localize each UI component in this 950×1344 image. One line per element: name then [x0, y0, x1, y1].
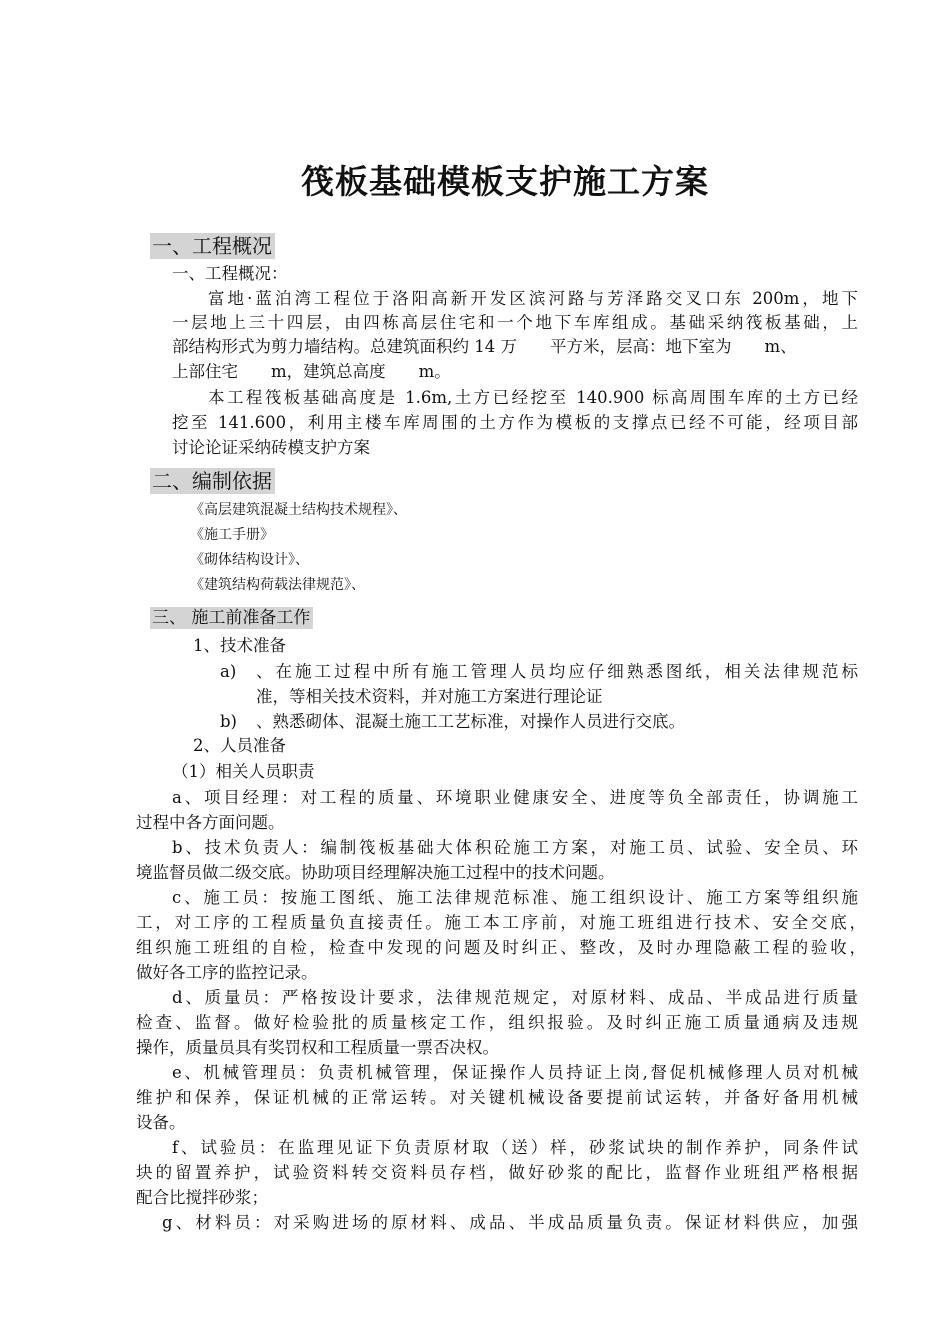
document-title: 筏板基础模板支护施工方案 — [301, 162, 709, 201]
paragraph-line: 本工程筏板基础高度是 1.6m,土方已经挖至 140.900 标高周围车库的土方已经 — [208, 388, 858, 407]
reference-item: 《高层建筑混凝土结构技术规程》、 — [190, 502, 407, 518]
section-heading-basis: 二、编制依据 — [150, 468, 275, 494]
list-item-text: 准，等相关技术资料，并对施工方案进行理论证 — [256, 687, 603, 706]
subheading-overview: 一、工程概况： — [172, 264, 288, 283]
paragraph-line: g、材料员：对采购进场的原材料、成品、半成品质量负责。保证材料供应，加强 — [162, 1213, 858, 1232]
paragraph-line: 块的留置养护，试验资料转交资料员存档，做好砂浆的配比，监督作业班组严格根据 — [136, 1163, 858, 1182]
paragraph-line: 配合比搅拌砂浆； — [136, 1188, 268, 1207]
paragraph-line: e、机械管理员：负责机械管理，保证操作人员持证上岗,督促机械修理人员对机械 — [172, 1063, 858, 1082]
paragraph-line: b、技术负责人：编制筏板基础大体积砼施工方案，对施工员、试验、安全员、环 — [172, 838, 858, 857]
section-heading-preparation: 三、 施工前准备工作 — [150, 607, 313, 629]
reference-item: 《建筑结构荷载法律规范》、 — [190, 577, 365, 593]
paragraph-line: 挖至 141.600，利用主楼车库周围的土方作为模板的支撑点已经不可能，经项目部 — [172, 413, 858, 432]
paragraph-line: d、质量员：严格按设计要求，法律规范规定，对原材料、成品、半成品进行质量 — [172, 988, 858, 1007]
paragraph-line: 上部住宅 m，建筑总高度 m。 — [172, 362, 451, 381]
paragraph-line: 工，对工序的工程质量负直接责任。施工本工序前，对施工班组进行技术、安全交底， — [136, 913, 866, 932]
paragraph-line: 做好各工序的监控记录。 — [136, 963, 318, 982]
list-item-text: 、熟悉砌体、混凝土施工工艺标准，对操作人员进行交底。 — [256, 712, 685, 731]
paragraph-line: a、项目经理：对工程的质量、环境职业健康安全、进度等负全部责任，协调施工 — [172, 788, 858, 807]
subheading-technical: 1、技术准备 — [193, 636, 286, 655]
reference-item: 《施工手册》 — [190, 527, 274, 543]
subheading-duties: （1）相关人员职责 — [172, 762, 315, 781]
paragraph-line: f、试验员：在监理见证下负责原材取（送）样，砂浆试块的制作养护，同条件试 — [172, 1138, 858, 1157]
list-label: b) — [220, 712, 237, 731]
reference-item: 《砌体结构设计》、 — [190, 552, 309, 568]
list-item-text: 、在施工过程中所有施工管理人员均应仔细熟悉图纸，相关法律规范标 — [256, 662, 858, 681]
paragraph-line: 部结构形式为剪力墙结构。总建筑面积约 14 万 平方米，层高：地下室为 m、 — [172, 337, 797, 356]
section-heading-overview: 一、工程概况 — [150, 233, 275, 259]
paragraph-line: 维护和保养，保证机械的正常运转。对关键机械设备要提前试运转，并备好备用机械 — [136, 1088, 858, 1107]
paragraph-line: 检查、监督。做好检验批的质量核定工作，组织报验。及时纠正施工质量通病及违规 — [136, 1013, 858, 1032]
paragraph-line: 富地·蓝泊湾工程位于洛阳高新开发区滨河路与芳泽路交叉口东 200m，地下 — [208, 289, 858, 308]
list-label: a) — [220, 662, 237, 681]
paragraph-line: 过程中各方面问题。 — [136, 813, 285, 832]
paragraph-line: 组织施工班组的自检，检查中发现的问题及时纠正、整改，及时办理隐蔽工程的验收， — [136, 938, 866, 957]
paragraph-line: 设备。 — [136, 1113, 186, 1132]
paragraph-line: c、施工员：按施工图纸、施工法律规范标准、施工组织设计、施工方案等组织施 — [172, 888, 858, 907]
paragraph-line: 境监督员做二级交底。协助项目经理解决施工过程中的技术问题。 — [136, 863, 615, 882]
paragraph-line: 一层地上三十四层，由四栋高层住宅和一个地下车库组成。基础采纳筏板基础，上 — [172, 313, 858, 332]
paragraph-line: 讨论论证采纳砖模支护方案 — [172, 438, 370, 457]
subheading-personnel: 2、人员准备 — [193, 736, 286, 755]
paragraph-line: 操作，质量员具有奖罚权和工程质量一票否决权。 — [136, 1038, 499, 1057]
